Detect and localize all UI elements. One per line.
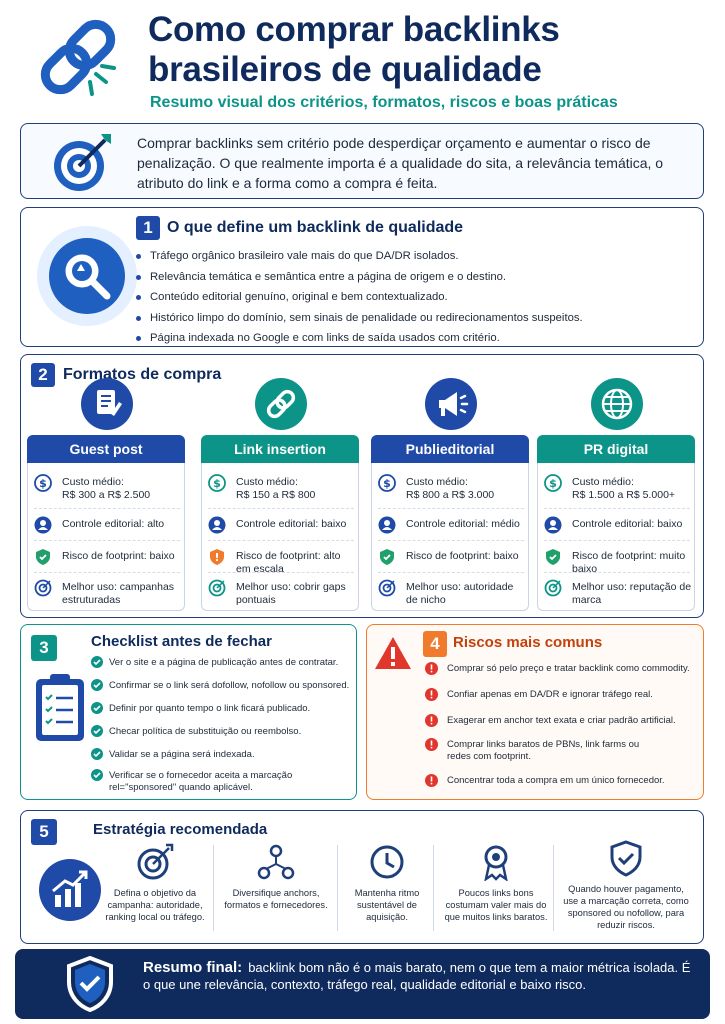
format-card-link-insertion	[201, 435, 359, 611]
target-icon	[544, 579, 562, 597]
check-icon	[91, 725, 103, 737]
alert-icon	[425, 738, 438, 751]
list-item: Conteúdo editorial genuíno, original e bem contextualizado.	[136, 287, 583, 308]
section-number: 4	[423, 631, 447, 657]
quality-list	[136, 246, 583, 349]
card-title: Link insertion	[201, 435, 359, 463]
card-use: Melhor uso: campanhas estruturadas	[62, 581, 175, 606]
intro-box	[20, 123, 704, 199]
user-icon	[208, 516, 226, 534]
section-title: O que define um backlink de qualidade	[167, 219, 464, 236]
risk-item: Comprar links baratos de PBNs, link farms ou redes com footprint.	[425, 739, 665, 775]
target-icon	[51, 130, 115, 194]
card-control: Controle editorial: baixo	[236, 518, 347, 530]
svg-text:$: $	[213, 477, 221, 490]
alert-icon	[425, 662, 438, 675]
section-strategy	[20, 810, 704, 944]
final-label: Resumo final:	[143, 959, 243, 976]
check-icon	[91, 769, 103, 781]
section-risks	[366, 624, 704, 800]
risk-item: Confiar apenas em DA/DR e ignorar tráfego real.	[425, 689, 690, 715]
search-icon	[37, 226, 137, 326]
warning-shield-icon	[208, 548, 226, 566]
format-card-publieditorial	[371, 435, 529, 611]
card-control: Controle editorial: baixo	[572, 518, 683, 530]
megaphone-icon	[425, 378, 477, 430]
target-icon	[208, 579, 226, 597]
section-number: 2	[31, 363, 55, 387]
section-quality	[20, 207, 704, 347]
list-item: Histórico limpo do domínio, sem sinais de penalidade ou redirecionamentos suspeitos.	[136, 308, 583, 329]
shield-icon	[544, 548, 562, 566]
list-item: Relevância temática e semântica entre a página de origem e o destino.	[136, 267, 583, 288]
svg-text:!: !	[214, 551, 220, 564]
shield-check-icon	[607, 839, 645, 877]
user-icon	[378, 516, 396, 534]
card-risk: Risco de footprint: alto em escala	[236, 550, 341, 575]
target-icon	[34, 579, 52, 597]
network-icon	[257, 843, 295, 881]
checklist-item: Confirmar se o link será dofollow, nofollow ou sponsored.	[91, 680, 349, 703]
growth-chart-icon	[39, 859, 101, 921]
card-title: Guest post	[27, 435, 185, 463]
checklist-item: Ver o site e a página de publicação antes de contratar.	[91, 657, 349, 680]
final-summary	[15, 949, 710, 1019]
dollar-icon	[378, 474, 396, 492]
page-title: Como comprar backlinks brasileiros de qualidade	[148, 10, 560, 89]
link-icon	[255, 378, 307, 430]
document-edit-icon	[81, 378, 133, 430]
format-card-pr-digital	[537, 435, 695, 611]
target-icon	[378, 579, 396, 597]
shield-icon	[378, 548, 396, 566]
checklist-item: Definir por quanto tempo o link ficará publicado.	[91, 703, 349, 726]
risk-item: Concentrar toda a compra em um único fornecedor.	[425, 775, 690, 787]
section-number: 1	[136, 216, 160, 240]
checklist	[91, 657, 349, 794]
section-number: 3	[31, 635, 57, 661]
card-title: PR digital	[537, 435, 695, 463]
card-use: Melhor uso: autoridade de nicho	[406, 581, 514, 606]
card-cost: Custo médio: R$ 300 a R$ 2.500	[62, 476, 151, 501]
card-cost: Custo médio: R$ 150 a R$ 800	[236, 476, 316, 501]
user-icon	[544, 516, 562, 534]
clipboard-icon	[33, 671, 87, 743]
section-formats	[20, 354, 704, 618]
strategy-item: Quando houver pagamento, use a marcação correta, como sponsored ou nofollow, para reduzir riscos.	[561, 839, 691, 931]
check-icon	[91, 656, 103, 668]
card-risk: Risco de footprint: muito baixo	[572, 550, 686, 575]
svg-text:$: $	[39, 477, 47, 490]
card-use: Melhor uso: reputação de marca	[572, 581, 692, 606]
risk-list	[425, 663, 690, 787]
list-item: Tráfego orgânico brasileiro vale mais do que DA/DR isolados.	[136, 246, 583, 267]
card-risk: Risco de footprint: baixo	[406, 550, 519, 562]
intro-text: Comprar backlinks sem critério pode desperdiçar orçamento e aumentar o risco de penalização. O que realmente importa é a qualidade do sita, a relevância temática, o atributo do link e a forma como a compra é feita.	[137, 135, 664, 191]
checklist-item: Validar se a página será indexada.	[91, 749, 349, 770]
shield-icon	[34, 548, 52, 566]
alert-icon	[425, 714, 438, 727]
list-item: Página indexada no Google e com links de saída usados com critério.	[136, 328, 583, 349]
final-text: Resumo final: backlink bom não é o mais barato, nem o que tem a maior métrica isolada. É o que une relevância, contexto, tráfego real, qualidade editorial e baixo risco.	[143, 959, 691, 992]
section-number: 5	[31, 819, 57, 845]
checklist-item: Checar política de substituição ou reembolso.	[91, 726, 349, 749]
svg-text:$: $	[383, 477, 391, 490]
strategy-item: Diversifique anchors, formatos e fornecedores.	[219, 843, 333, 911]
warning-icon	[373, 635, 413, 671]
strategy-item: Mantenha ritmo sustentável de aquisição.	[341, 843, 433, 923]
dollar-icon	[34, 474, 52, 492]
risk-item: Exagerar em anchor text exata e criar padrão artificial.	[425, 715, 690, 739]
shield-check-icon	[65, 955, 115, 1013]
card-cost: Custo médio: R$ 800 a R$ 3.000	[406, 476, 495, 501]
page-subtitle: Resumo visual dos critérios, formatos, riscos e boas práticas	[150, 94, 618, 111]
card-risk: Risco de footprint: baixo	[62, 550, 175, 562]
card-control: Controle editorial: médio	[406, 518, 520, 530]
card-use: Melhor uso: cobrir gaps pontuais	[236, 581, 346, 606]
svg-text:$: $	[549, 477, 557, 490]
card-title: Publieditorial	[371, 435, 529, 463]
section-checklist	[20, 624, 357, 800]
card-control: Controle editorial: alto	[62, 518, 165, 530]
award-icon	[477, 843, 515, 881]
globe-icon	[591, 378, 643, 430]
card-cost: Custo médio: R$ 1.500 a R$ 5.000+	[572, 476, 676, 501]
chain-link-icon	[30, 12, 126, 102]
section-title: Checklist antes de fechar	[91, 633, 272, 650]
dollar-icon	[208, 474, 226, 492]
check-icon	[91, 702, 103, 714]
checklist-item: Verificar se o fornecedor aceita a marcação rel="sponsored" quando aplicável.	[91, 770, 341, 794]
format-card-guest-post	[27, 435, 185, 611]
alert-icon	[425, 774, 438, 787]
check-icon	[91, 748, 103, 760]
section-title: Estratégia recomendada	[93, 821, 268, 838]
target-icon	[136, 843, 174, 881]
alert-icon	[425, 688, 438, 701]
user-icon	[34, 516, 52, 534]
strategy-item: Poucos links bons costumam valer mais do que muitos links baratos.	[441, 843, 551, 923]
risk-item: Comprar só pelo preço e tratar backlink como commodity.	[425, 663, 690, 689]
header	[0, 0, 725, 118]
clock-icon	[368, 843, 406, 881]
section-title: Formatos de compra	[63, 366, 222, 383]
section-title: Riscos mais comuns	[453, 634, 603, 651]
strategy-item: Defina o objetivo da campanha: autoridade, ranking local ou tráfego.	[101, 843, 209, 923]
dollar-icon	[544, 474, 562, 492]
check-icon	[91, 679, 103, 691]
